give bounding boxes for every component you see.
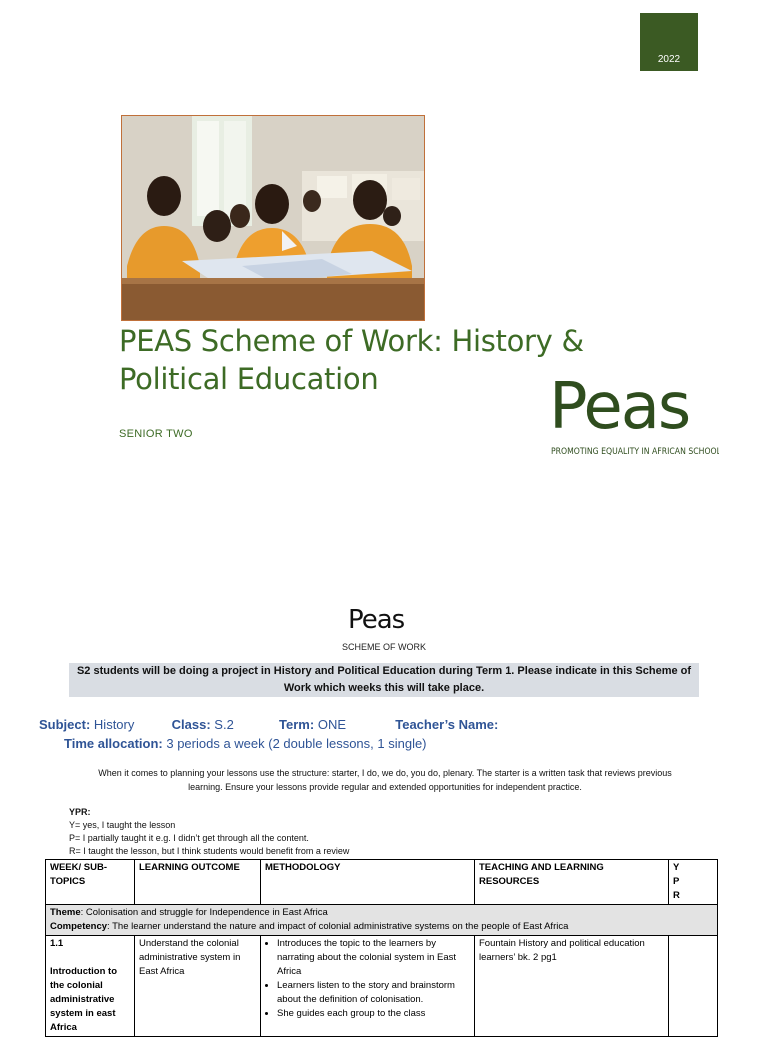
year-badge: [640, 13, 698, 71]
cover-photo: [121, 115, 425, 321]
header-ypr: Y P R: [669, 860, 718, 905]
ypr-cell: [669, 936, 718, 1037]
ypr-r: R= I taught the lesson, but I think students would benefit from a review: [69, 846, 350, 856]
class-level-subtitle: SENIOR TWO: [119, 428, 193, 440]
peas-logo-word: Peas: [549, 370, 690, 444]
header-methodology: METHODOLOGY: [261, 860, 475, 905]
year-text: 2022: [657, 54, 681, 65]
ypr-p: P= I partially taught it e.g. I didn’t get through all the content.: [69, 833, 309, 843]
subtopic-title: Introduction to the colonial administrative system in east Africa: [50, 966, 118, 1033]
subject-value: History: [93, 717, 135, 732]
learning-outcome-cell: Understand the colonial administrative system in East Africa: [135, 936, 261, 1037]
time-allocation-row: [64, 736, 427, 751]
title-line-2: Political Education: [119, 362, 379, 396]
teacher-name-label: Teacher’s Name:: [395, 717, 499, 732]
document-title: [119, 322, 619, 398]
theme-row: [46, 905, 718, 936]
class-value: S.2: [214, 717, 234, 732]
resources-cell: Fountain History and political education learners’ bk. 2 pg1: [475, 936, 669, 1037]
list-item: • Learners listen to the story and brainstorm about the definition of colonisation.: [277, 979, 470, 1007]
class-label: Class:: [171, 717, 211, 732]
term-value: ONE: [317, 717, 346, 732]
subject-meta-row: [39, 717, 498, 732]
title-line-1: PEAS Scheme of Work: History &: [119, 324, 584, 358]
competency-label: Competency: [50, 921, 108, 932]
week-number: 1.1: [50, 938, 64, 949]
header-outcome: LEARNING OUTCOME: [135, 860, 261, 905]
scheme-table: [45, 859, 718, 1037]
ypr-y: Y= yes, I taught the lesson: [69, 820, 176, 830]
ypr-heading: YPR:: [69, 807, 91, 817]
subject-label: Subject:: [39, 717, 91, 732]
scheme-of-work-label: SCHEME OF WORK: [341, 642, 426, 652]
methodology-list: [265, 937, 470, 1021]
planning-instructions: When it comes to planning your lessons use the structure: starter, I do, we do, you do, plenary. The starter is a written task that reviews previous learning. Ensure your lessons provide regular and extended opportunities for independent practice.: [98, 768, 672, 792]
term-label: Term:: [279, 717, 315, 732]
list-item: • Introduces the topic to the learners by narrating about the colonial system in East Africa: [277, 937, 470, 979]
header-week: WEEK/ SUB-TOPICS: [46, 860, 135, 905]
peas-small-logo-word: Peas: [348, 605, 405, 634]
competency-value: : The learner understand the nature and impact of colonial administrative systems on the people of East Africa: [107, 921, 569, 932]
time-allocation-label: Time allocation:: [64, 736, 163, 751]
peas-logo: [549, 370, 719, 465]
list-item: • She guides each group to the class: [277, 1007, 470, 1021]
ypr-legend: [69, 806, 349, 858]
peas-logo-small: [348, 604, 420, 639]
table-row: [46, 936, 718, 1037]
time-allocation-value: 3 periods a week (2 double lessons, 1 single): [166, 736, 427, 751]
theme-value: : Colonisation and struggle for Independence in East Africa: [80, 907, 328, 918]
table-header-row: [46, 860, 718, 905]
project-notice: S2 students will be doing a project in History and Political Education during Term 1. Please indicate in this Scheme of Work which weeks this will take place.: [69, 663, 699, 697]
peas-logo-tagline: PROMOTING EQUALITY IN AFRICAN SCHOOLS: [551, 447, 719, 457]
header-resources: TEACHING AND LEARNING RESOURCES: [475, 860, 669, 905]
classroom-photo-illustration: [122, 116, 424, 320]
theme-label: Theme: [50, 907, 81, 918]
